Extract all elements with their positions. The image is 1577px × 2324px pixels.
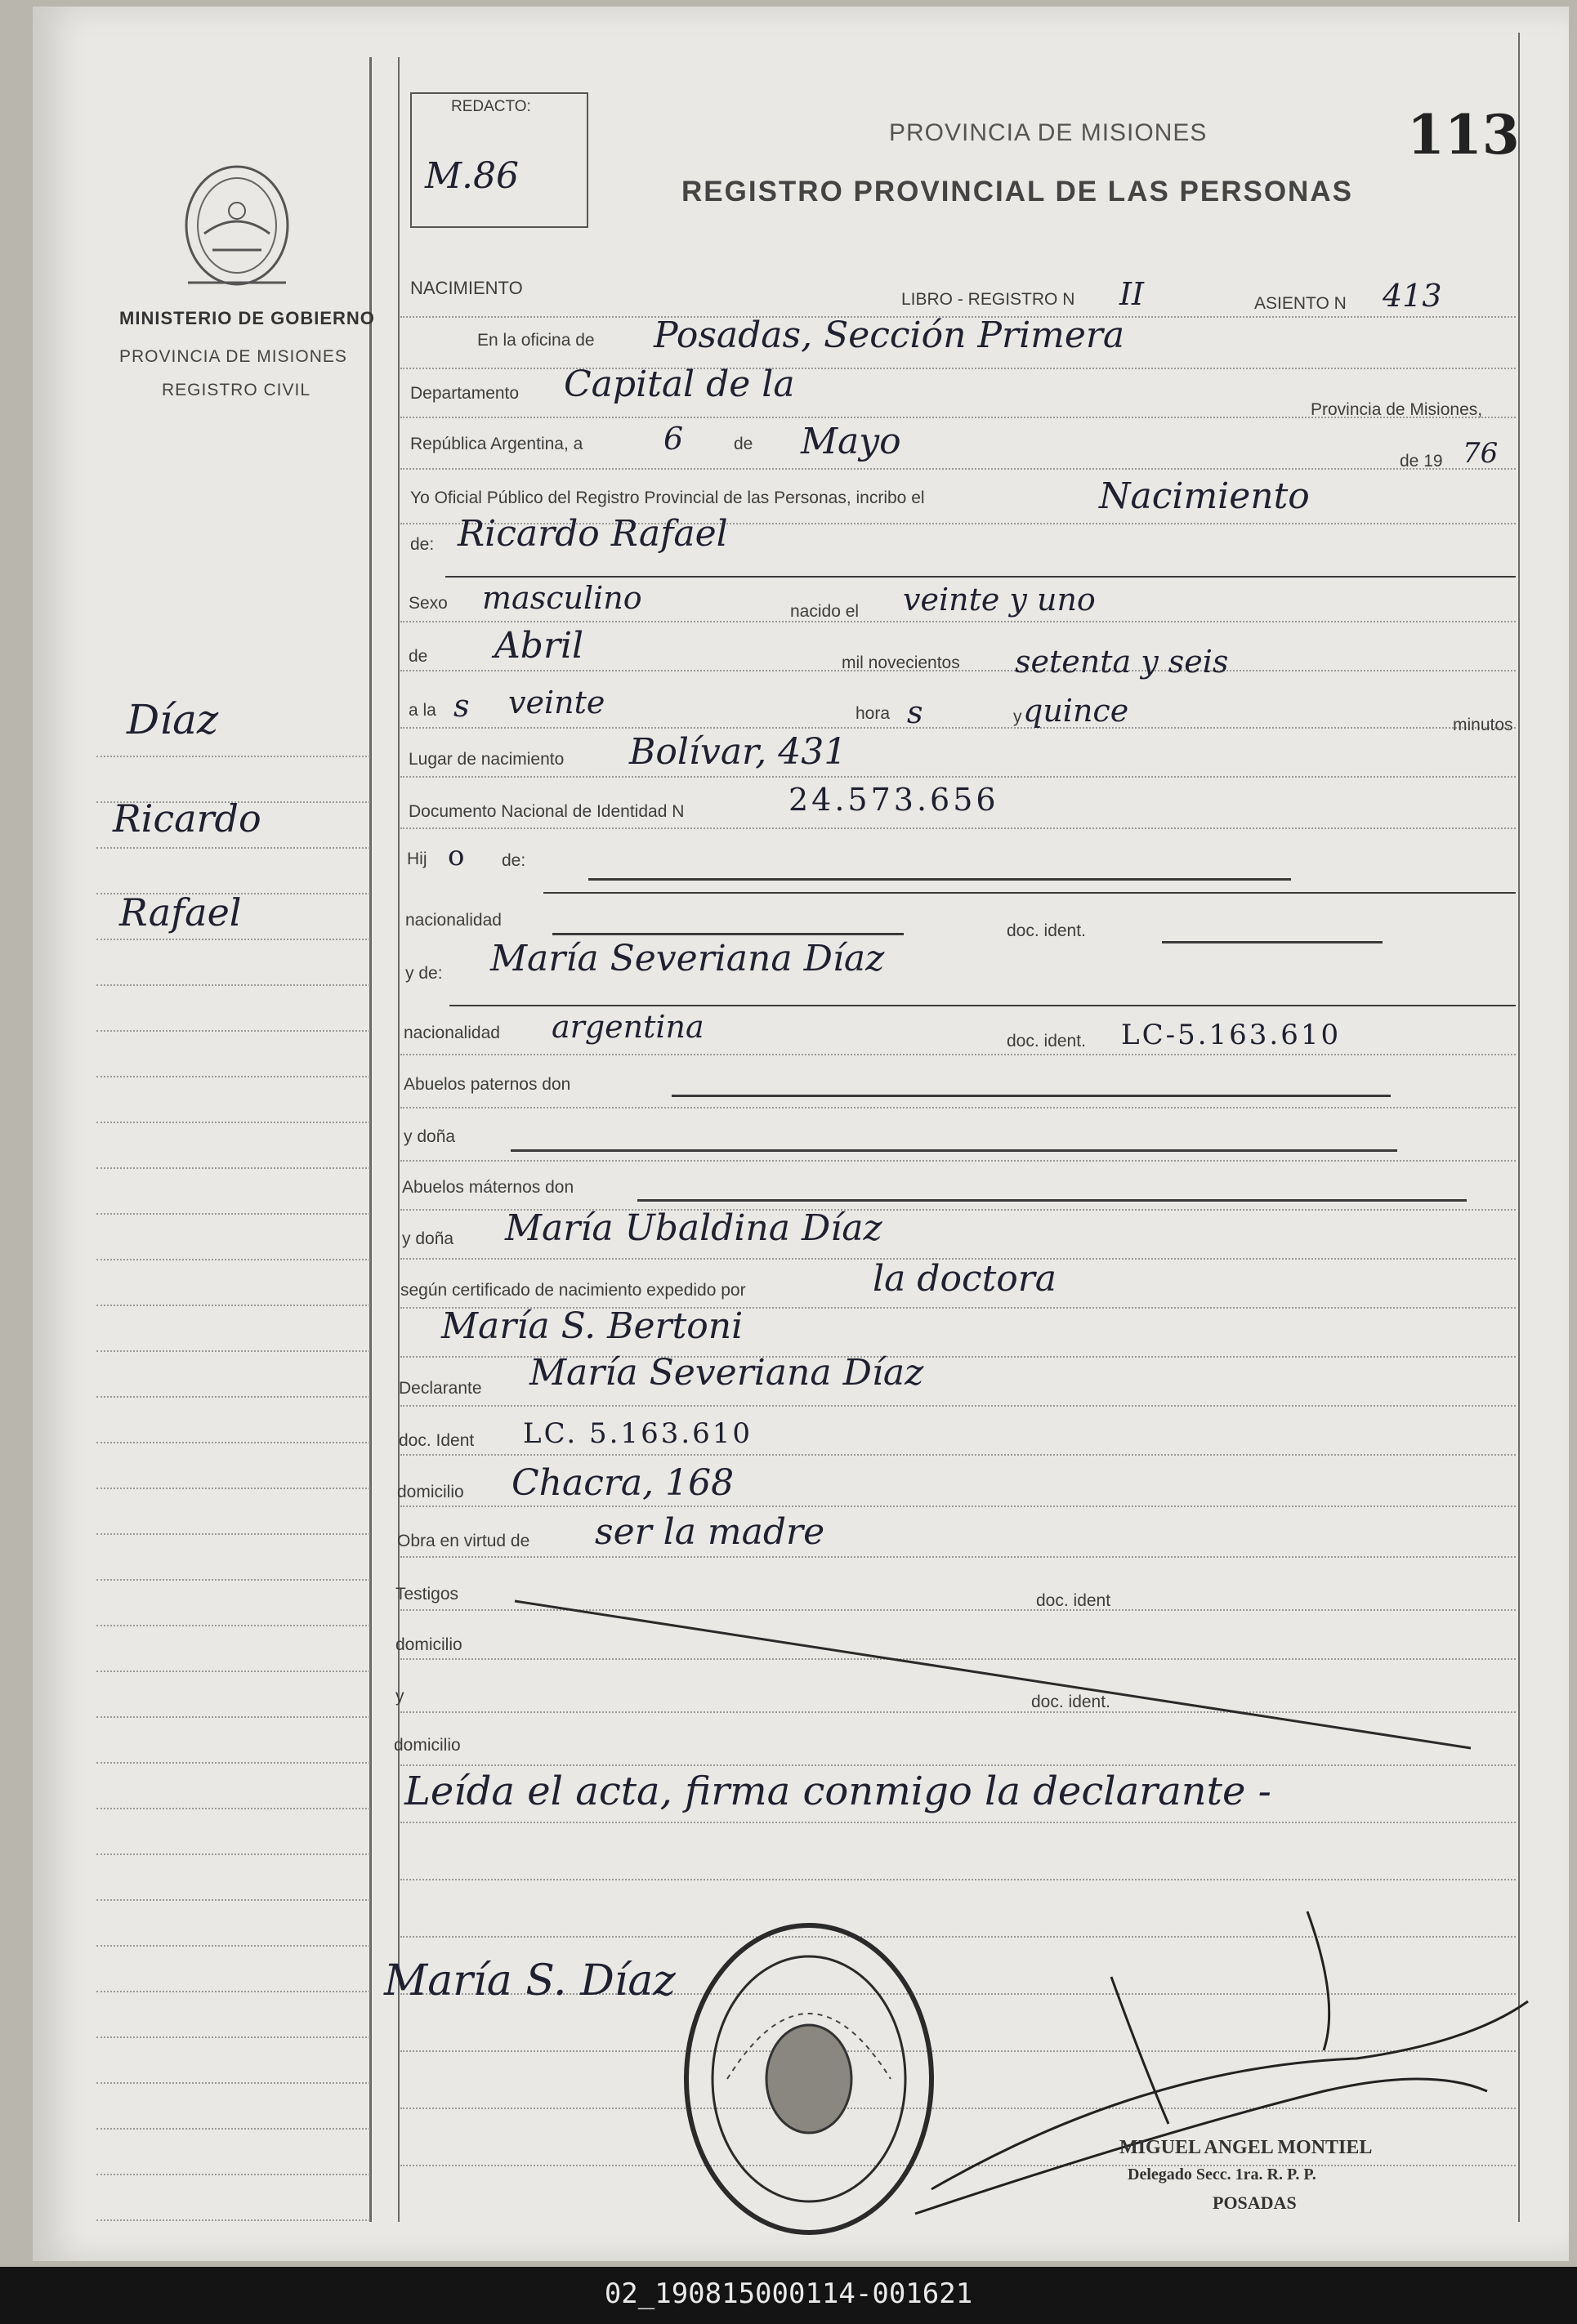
margin-rule [96, 1122, 370, 1123]
de-colon-label: de: [410, 535, 435, 554]
asiento-label: ASIENTO N [1254, 294, 1347, 313]
form-right-border [1518, 33, 1520, 2222]
margin-rule [96, 1853, 370, 1855]
provincia-misiones-label: Provincia de Misiones, [1311, 400, 1483, 419]
a-la-label: a la [409, 701, 436, 720]
province-heading: PROVINCIA DE MISIONES [889, 119, 1208, 146]
form-rule [400, 1764, 1516, 1766]
form-rule [400, 1556, 1516, 1558]
form-rule [400, 1054, 1516, 1055]
margin-rule [96, 939, 370, 940]
horas-label: hora [856, 704, 891, 723]
official-name: MIGUEL ANGEL MONTIEL [1119, 2137, 1373, 2158]
civil-registry-label: REGISTRO CIVIL [162, 381, 311, 399]
form-rule [400, 621, 1516, 622]
minutos-value: quince [1023, 693, 1129, 729]
ministry-label: MINISTERIO DE GOBIERNO [119, 308, 375, 328]
margin-rule [96, 1625, 370, 1626]
doc-ident4-label: doc. ident [1036, 1591, 1111, 1610]
libro-value: II [1119, 276, 1145, 312]
hijo-label: Hij [407, 850, 427, 868]
margin-rule [96, 1076, 370, 1077]
abuela-paterna-line [511, 1149, 1397, 1152]
padre-line-2 [543, 892, 1516, 894]
testigos-strike [507, 1593, 1479, 1756]
margin-rule [96, 1305, 370, 1306]
coat-of-arms-icon [172, 160, 302, 291]
form-rule [400, 827, 1516, 829]
margin-rule [96, 1213, 370, 1215]
nacido-dia: veinte y uno [903, 582, 1096, 618]
margin-rule [96, 984, 370, 986]
medico-value: María S. Bertoni [441, 1305, 744, 1347]
nacionalidad-label: nacionalidad [405, 911, 502, 930]
doc-ident5-label: doc. ident. [1031, 1693, 1110, 1711]
form-rule [400, 1454, 1516, 1456]
margin-surname: Díaz [127, 696, 219, 743]
yo-oficial-label: Yo Oficial Público del Registro Provincial de las Personas, incribo el [410, 488, 925, 507]
form-rule [400, 727, 1516, 729]
y-dona2-label: y doña [402, 1229, 454, 1248]
margin-rule [96, 1716, 370, 1718]
documento-value: 24.573.656 [788, 782, 999, 818]
hijo-suffix: o [448, 840, 465, 872]
folio-number: 113 [1407, 103, 1520, 167]
nacionalidad2-label: nacionalidad [404, 1024, 500, 1042]
sexo-label: Sexo [409, 594, 448, 613]
hora-suffix: s [453, 688, 470, 724]
cierre-value: Leída el acta, firma conmigo la declarante - [404, 1769, 1271, 1814]
margin-rule [96, 1899, 370, 1901]
form-rule [400, 776, 1516, 778]
margin-rule [96, 2219, 370, 2221]
nacido-anio: setenta y seis [1015, 644, 1229, 680]
y-dona-label: y doña [404, 1127, 456, 1146]
doc-ident2-label: doc. ident. [1007, 1032, 1086, 1050]
declarante-value: María Severiana Díaz [529, 1352, 924, 1394]
margin-second-name: Rafael [119, 890, 242, 935]
doc-declarante-value: LC. 5.163.610 [523, 1417, 753, 1450]
nombre-underline [445, 576, 1516, 578]
margin-rule [96, 756, 370, 757]
segun-label: según certificado de nacimiento expedido por [400, 1281, 746, 1300]
form-rule [400, 1107, 1516, 1108]
firma-declarante: María S. Díaz [384, 1956, 676, 2005]
obra-value: ser la madre [595, 1511, 825, 1553]
margin-rule [96, 1167, 370, 1169]
libro-label: LIBRO - REGISTRO N [901, 290, 1075, 309]
nacionalidad-madre-value: argentina [552, 1009, 704, 1045]
lugar-label: Lugar de nacimiento [409, 750, 565, 769]
sexo-value: masculino [482, 580, 642, 616]
asiento-value: 413 [1383, 278, 1442, 314]
y-de-label: y de: [405, 964, 443, 983]
nacido-mes: Abril [494, 625, 584, 667]
doc-ident-label: doc. ident. [1007, 921, 1086, 940]
madre-value: María Severiana Díaz [490, 938, 885, 979]
hijo-de-label: de: [502, 851, 526, 870]
margin-rule [96, 1579, 370, 1581]
fecha-anio: 76 [1463, 437, 1499, 470]
margin-rule [96, 1671, 370, 1672]
abuelos-maternos-label: Abuelos máternos don [402, 1178, 574, 1197]
margin-rule [96, 1808, 370, 1809]
form-rule [400, 1160, 1516, 1162]
abuelos-paternos-label: Abuelos paternos don [404, 1075, 571, 1094]
redacto-value: M.86 [425, 155, 520, 197]
minutos-label: minutos [1453, 716, 1513, 734]
registry-heading: REGISTRO PROVINCIAL DE LAS PERSONAS [681, 176, 1353, 207]
margin-rule [96, 1350, 370, 1352]
fecha-dia: 6 [663, 421, 684, 457]
declarante-label: Declarante [399, 1379, 482, 1398]
official-title: Delegado Secc. 1ra. R. P. P. [1128, 2166, 1316, 2183]
form-rule [400, 1405, 1516, 1407]
departamento-label: Departamento [410, 384, 520, 403]
departamento-value: Capital de la [564, 364, 795, 405]
margin-rule [96, 1762, 370, 1764]
margin-rule [96, 2128, 370, 2130]
obra-label: Obra en virtud de [397, 1532, 530, 1550]
margin-rule [96, 2036, 370, 2038]
margin-rule [96, 1396, 370, 1398]
domicilio3-label: domicilio [394, 1736, 461, 1755]
form-rule [400, 468, 1516, 470]
acto-value: Nacimiento [1099, 475, 1310, 517]
domicilio-value: Chacra, 168 [512, 1462, 735, 1504]
nombre-value: Ricardo Rafael [458, 513, 728, 555]
lugar-value: Bolívar, 431 [629, 731, 847, 773]
form-rule [400, 1505, 1516, 1507]
margin-rule [96, 1488, 370, 1489]
margin-rule [96, 847, 370, 849]
margin-first-name: Ricardo [113, 796, 261, 841]
de2-label: de [409, 647, 428, 666]
margin-rule [96, 1945, 370, 1947]
form-rule [400, 1879, 1516, 1880]
margin-rule [96, 1030, 370, 1032]
margin-rule [96, 1259, 370, 1260]
doc-madre-value: LC-5.163.610 [1121, 1019, 1342, 1051]
padre-line [588, 878, 1291, 881]
fecha-anio-label: de 19 [1400, 452, 1443, 471]
official-city: POSADAS [1213, 2192, 1297, 2213]
sidebar-province-label: PROVINCIA DE MISIONES [119, 347, 347, 366]
nacimiento-label: NACIMIENTO [410, 278, 523, 298]
margin-rule [96, 2174, 370, 2175]
documento-label: Documento Nacional de Identidad N [409, 802, 685, 821]
redacto-label: REDACTO: [451, 98, 531, 115]
mil-novecientos-label: mil novecientos [842, 653, 960, 672]
abuelo-materno-line [637, 1199, 1467, 1202]
abuelo-paterno-line [672, 1095, 1391, 1097]
republica-label: República Argentina, a [410, 435, 583, 453]
y-label: y [1013, 707, 1022, 726]
image-caption: 02_190815000114-001621 [604, 2277, 973, 2310]
domicilio-label: domicilio [397, 1483, 464, 1501]
doc-padre-line [1162, 941, 1383, 943]
margin-rule [96, 1533, 370, 1535]
domicilio2-label: domicilio [395, 1635, 462, 1654]
expedido-por-value: la doctora [873, 1258, 1057, 1300]
form-rule [400, 1822, 1516, 1823]
fecha-de-label: de [734, 435, 753, 453]
doc-ident3-label: doc. Ident [399, 1431, 475, 1450]
abuela-materna-value: María Ubaldina Díaz [505, 1207, 882, 1249]
margin-rule [96, 1991, 370, 1992]
madre-underline [449, 1005, 1516, 1006]
fecha-mes: Mayo [801, 421, 901, 462]
margin-divider [369, 57, 372, 2222]
nacionalidad-padre-line [552, 933, 904, 935]
horas-suffix: s [907, 694, 923, 730]
y2-label: y [395, 1687, 404, 1706]
margin-rule [96, 2082, 370, 2084]
nacido-el-label: nacido el [790, 602, 860, 621]
form-left-border [398, 57, 400, 2222]
oficina-label: En la oficina de [477, 331, 595, 350]
oficina-value: Posadas, Sección Primera [654, 314, 1125, 356]
margin-rule [96, 1442, 370, 1443]
hora-value: veinte [508, 685, 605, 720]
testigos-label: Testigos [395, 1585, 459, 1604]
